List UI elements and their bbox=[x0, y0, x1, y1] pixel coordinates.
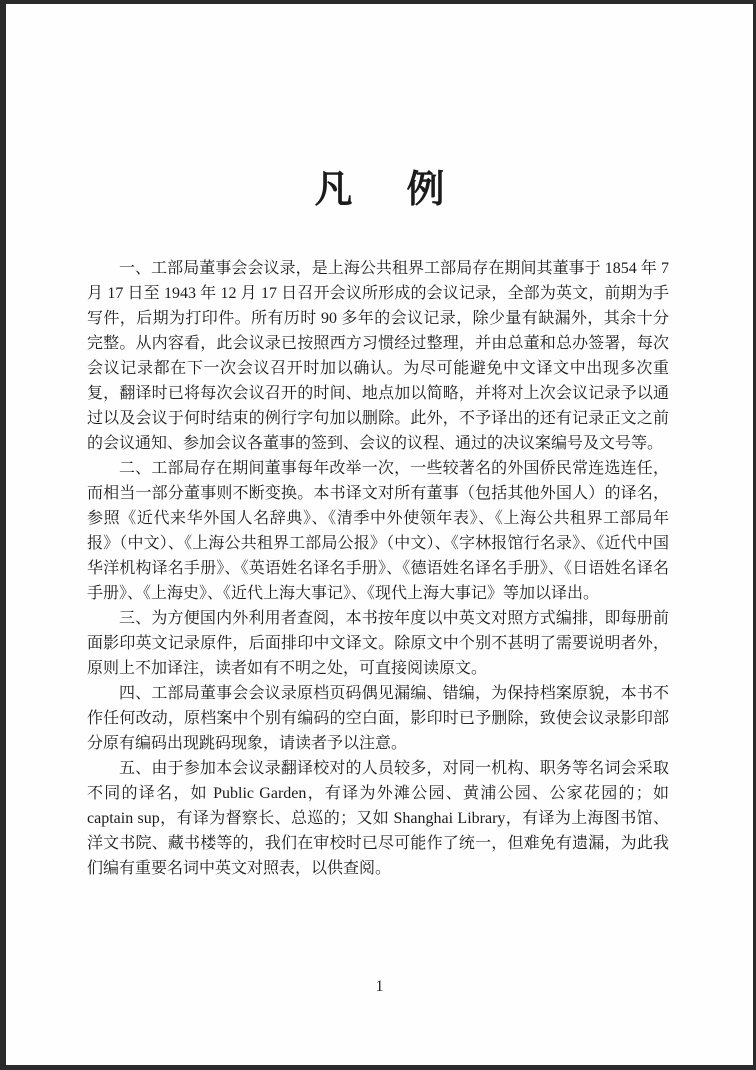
paragraph-1: 一、工部局董事会会议录，是上海公共租界工部局存在期间其董事于 1854 年 7 月 17 日至 1943 年 12 月 17 日召开会议所形成的会议记录，全部为英文，前期为手写件，后期为打印件。所有历时 90 多年的会议记录，除少量有缺漏外，其余十分完整。从内容看，此会议录已按照西方习惯经过整理，并由总董和总办签署，每次会议记录都在下一次会议召开时加以确认。为尽可能避免中文译文中出现多次重复，翻译时已将每次会议召开的时间、地点加以简略，并将对上次会议记录予以通过以及会议于何时结束的例行字句加以删除。此外，不予译出的还有记录正文之前的会议通知、参加会议各董事的签到、会议的议程、通过的决议案编号及文号等。 bbox=[87, 260, 669, 452]
paragraph-4: 四、工部局董事会会议录原档页码偶见漏编、错编，为保持档案原貌，本书不作任何改动，原档案中个别有编码的空白面，影印时已予删除，致使会议录影印部分原有编码出现跳码现象，请读者予以注意。 bbox=[87, 685, 669, 752]
page-number: 1 bbox=[375, 978, 384, 995]
paragraph-3: 三、为方便国内外利用者查阅，本书按年度以中英文对照方式编排，即每册前面影印英文记录原件，后面排印中文译文。除原文中个别不甚明了需要说明者外，原则上不加译注，读者如有不明之处，可直接阅读原文。 bbox=[87, 610, 669, 677]
paragraph-2: 二、工部局存在期间董事每年改举一次，一些较著名的外国侨民常连选连任，而相当一部分董事则不断变换。本书译文对所有董事（包括其他外国人）的译名，参照《近代来华外国人名辞典》、《清季中外使领年表》、《上海公共租界工部局年报》（中文）、《上海公共租界工部局公报》（中文）、《字林报馆行名录》、《近代中国华洋机构译名手册》、《英语姓名译名手册》、《德语姓名译名手册》、《日语姓名译名手册》、《上海史》、《近代上海大事记》、《现代上海大事记》等加以译出。 bbox=[87, 460, 669, 602]
paragraph-5: 五、由于参加本会议录翻译校对的人员较多，对同一机构、职务等名词会采取不同的译名，如 Public Garden，有译为外滩公园、黄浦公园、公家花园的；如 captain sup，有译为督察长、总巡的；又如 Shanghai Library，有译为上海图书馆、洋文书院、藏书楼等的，我们在审校时已尽可能作了统一，但难免有遗漏，为此我们编有重要名词中英文对照表，以供查阅。 bbox=[87, 760, 669, 877]
document-body bbox=[87, 256, 669, 881]
page-title: 凡例 bbox=[314, 169, 499, 211]
